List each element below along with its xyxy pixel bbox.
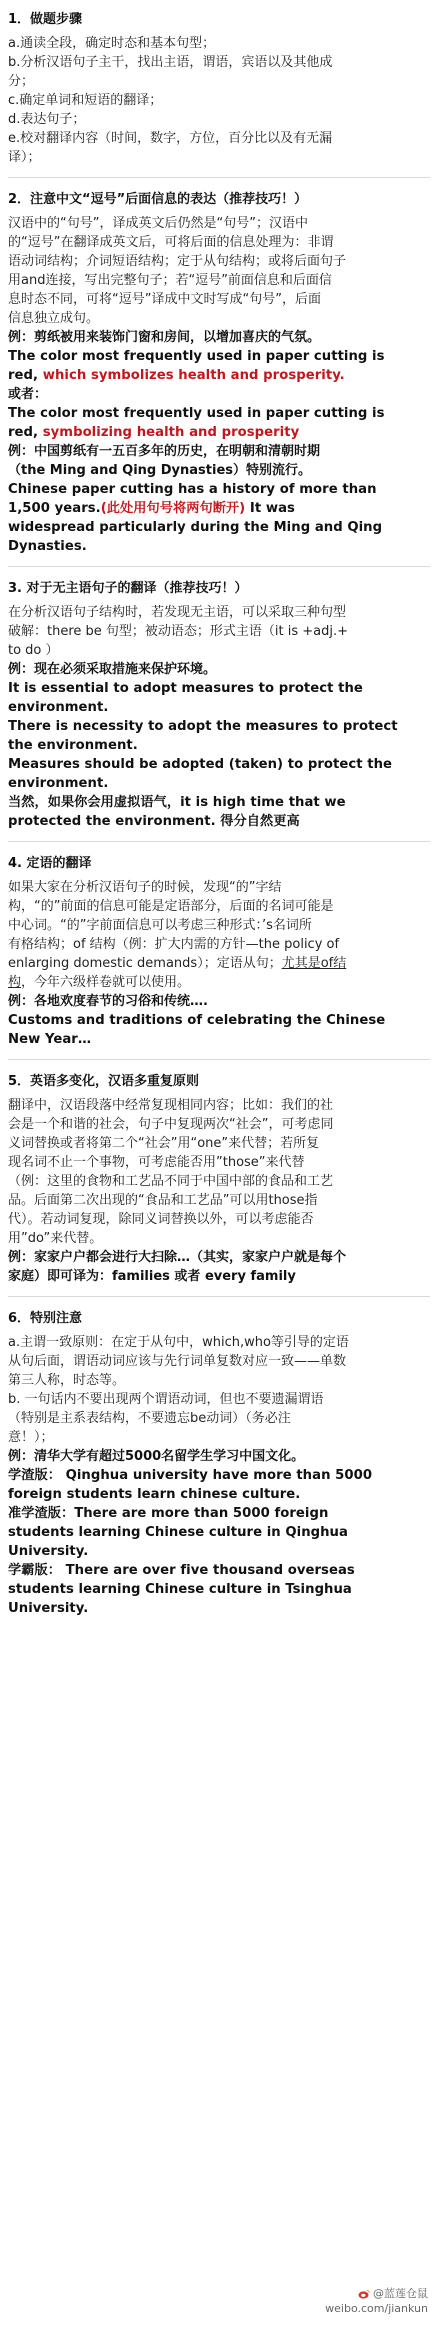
watermark-handle-text: @蓝莲仓鼠 (373, 2287, 428, 2300)
section-comma (8, 177, 430, 566)
paragraph-line: 用”do”来代替。 (8, 1231, 103, 1246)
example-line: 例：各地欢度春节的习俗和传统…. (8, 994, 208, 1009)
paragraph-line: 第三人称，时态等。 (8, 1373, 126, 1388)
paragraph-line: 中心词。“的”字前面信息可以考虑三种形式：’s名词所 (8, 918, 312, 933)
section-no-subject (8, 566, 430, 841)
paragraph-line: 代）。若动词复现，除同义词替换以外，可以考虑能否 (8, 1212, 314, 1227)
english-line: New Year… (8, 1032, 92, 1047)
watermark-url: weibo.com/jiankun (325, 2302, 428, 2315)
highlight-text: which symbolizes health and prosperity. (42, 368, 345, 383)
paragraph-line: 翻译中，汉语段落中经常复现相同内容；比如：我们的社 (8, 1098, 334, 1113)
paragraph-line: 意！）； (8, 1430, 54, 1445)
example-line: 例：清华大学有超过5000名留学生学习中国文化。 (8, 1449, 305, 1464)
example-line: 例：中国剪纸有一五百多年的历史，在明朝和清朝时期 (8, 444, 321, 459)
paragraph-line: 现名词不止一个事物，可考虑能否用”those”来代替 (8, 1155, 305, 1170)
watermark-handle (325, 2286, 428, 2301)
paragraph-line: a.主谓一致原则：在定于从句中，which,who等引导的定语 (8, 1335, 349, 1350)
english-line: The color most frequently used in paper cutting is (8, 349, 385, 364)
english-line (8, 1504, 430, 1523)
english-line: University. (8, 1544, 89, 1559)
paragraph-line: 有格结构；of 结构（例：扩大内需的方针—the policy of (8, 937, 340, 952)
step-b-cont: 分； (8, 74, 35, 89)
paragraph-line: 在分析汉语句子结构时，若发现无主语，可以采取三种句型 (8, 605, 347, 620)
underlined-text: 尤其是of结 (281, 956, 347, 971)
paragraph-line: 语动词结构；介词短语结构；定于从句结构；或将后面句子 (8, 254, 347, 269)
english-line: Dynasties. (8, 539, 87, 554)
paragraph-line (8, 954, 430, 973)
english-line: University. (8, 1601, 89, 1616)
paragraph-line: 用and连接，写出完整句子；若“逗号”前面信息和后面信 (8, 273, 332, 288)
english-text: Qinghua university have more than 5000 (60, 1468, 373, 1483)
english-line: foreign students learn chinese culture. (8, 1487, 301, 1502)
paragraph-line: （特别是主系表结构，不要遗忘be动词）（务必注 (8, 1411, 291, 1426)
paragraph-line: 会是一个和谐的社会，句子中复现两次“社会”，可考虑同 (8, 1117, 334, 1132)
english-line: Customs and traditions of celebrating the Chinese (8, 1013, 386, 1028)
paragraph-line (8, 973, 430, 992)
paragraph-line: 构，“的”前面的信息可能是定语部分，后面的名词可能是 (8, 899, 334, 914)
paragraph-text: ，今年六级样卷就可以使用。 (21, 975, 191, 990)
english-line (8, 366, 430, 385)
english-line: The color most frequently used in paper cutting is (8, 406, 385, 421)
english-text: red, (8, 425, 43, 440)
example-line: 例：家家户户都会进行大扫除…（其实，家家户户就是每个 (8, 1250, 347, 1265)
english-line: It is essential to adopt measures to protect the (8, 681, 363, 696)
step-e: e.校对翻译内容（时间，数字，方位，百分比以及有无漏 (8, 131, 333, 146)
english-line: protected the environment. 得分自然更高 (8, 814, 300, 829)
paragraph-line: 息时态不同，可将“逗号”译成中文时写成“句号”，后面 (8, 292, 321, 307)
weibo-icon (358, 2289, 370, 2299)
paragraph-line: 品。后面第二次出现的“食品和工艺品”可以用those指 (8, 1193, 318, 1208)
paragraph-text: enlarging domestic demands）；定语从句； (8, 956, 282, 971)
example-line: 家庭）即可译为：families 或者 every family (8, 1269, 296, 1284)
section-title: 5．英语多变化，汉语多重复原则 (8, 1074, 200, 1089)
paragraph-line: 汉语中的“句号”，译成英文后仍然是“句号”；汉语中 (8, 216, 308, 231)
english-line (8, 1466, 430, 1485)
english-line (8, 499, 430, 518)
english-line: students learning Chinese culture in Tsinghua (8, 1582, 352, 1597)
english-line: Chinese paper cutting has a history of more than (8, 482, 377, 497)
underlined-text: 构 (8, 975, 22, 990)
step-a: a.通读全段，确定时态和基本句型； (8, 36, 216, 51)
english-line (8, 1561, 430, 1580)
paragraph-line: 信息独立成句。 (8, 311, 100, 326)
paragraph-line: 破解：there be 句型；被动语态；形式主语（it is +adj.+ (8, 624, 349, 639)
highlight-text: symbolizing health and prosperity (42, 425, 300, 440)
version-label: 准学渣版： (8, 1506, 75, 1521)
english-text: It was (245, 501, 295, 516)
version-label: 学渣版： (8, 1468, 61, 1483)
section-title: 4. 定语的翻译 (8, 856, 92, 871)
section-steps (8, 6, 430, 177)
english-line: students learning Chinese culture in Qinghua (8, 1525, 348, 1540)
section-title: 2．注意中文“逗号”后面信息的表达（推荐技巧！） (8, 192, 308, 207)
english-text: There are over five thousand overseas (60, 1563, 355, 1578)
example-line: 例：剪纸被用来装饰门窗和房间，以增加喜庆的气氛。 (8, 330, 321, 345)
english-line: 当然，如果你会用虚拟语气，it is high time that we (8, 795, 346, 810)
paragraph-line: to do ） (8, 643, 59, 658)
english-line (8, 423, 430, 442)
section-title: 1．做题步骤 (8, 12, 83, 27)
version-label: 学霸版： (8, 1563, 61, 1578)
highlight-text: (此处用句号将两句断开) (100, 501, 246, 516)
paragraph-line: 从句后面，谓语动词应该与先行词单复数对应一致——单数 (8, 1354, 347, 1369)
english-line: environment. (8, 776, 109, 791)
step-b: b.分析汉语句子主干，找出主语，谓语，宾语以及其他成 (8, 55, 333, 70)
english-text: red, (8, 368, 43, 383)
paragraph-line: （例：这里的食物和工艺品不同于中国中部的食品和工艺 (8, 1174, 334, 1189)
english-line: environment. (8, 700, 109, 715)
paragraph-line: 的“逗号”在翻译成英文后，可将后面的信息处理为：非谓 (8, 235, 334, 250)
section-title: 3. 对于无主语句子的翻译（推荐技巧！） (8, 581, 248, 596)
step-c: c.确定单词和短语的翻译； (8, 93, 163, 108)
step-d: d.表达句子； (8, 112, 86, 127)
english-line: the environment. (8, 738, 138, 753)
example-line: 例：现在必须采取措施来保护环境。 (8, 662, 217, 677)
english-line: There is necessity to adopt the measures to protect (8, 719, 398, 734)
english-line: Measures should be adopted (taken) to protect the (8, 757, 393, 772)
english-line: widespread particularly during the Ming and Qing (8, 520, 383, 535)
section-attributive (8, 841, 430, 1059)
paragraph-line: 义词替换或者将第二个“社会”用“one”来代替；若所复 (8, 1136, 320, 1151)
section-title: 6．特别注意 (8, 1311, 83, 1326)
section-notes (8, 1296, 430, 1628)
step-e-cont: 译）； (8, 150, 41, 165)
watermark (325, 2286, 428, 2316)
paragraph-line: 如果大家在分析汉语句子的时候，发现“的”字结 (8, 880, 282, 895)
english-text: There are more than 5000 foreign (74, 1506, 329, 1521)
or-label: 或者： (8, 387, 48, 402)
section-repetition (8, 1059, 430, 1296)
english-text: 1,500 years. (8, 501, 101, 516)
paragraph-line: b. 一句话内不要出现两个谓语动词，但也不要遗漏谓语 (8, 1392, 324, 1407)
example-line: （the Ming and Qing Dynasties）特别流行。 (8, 463, 311, 478)
